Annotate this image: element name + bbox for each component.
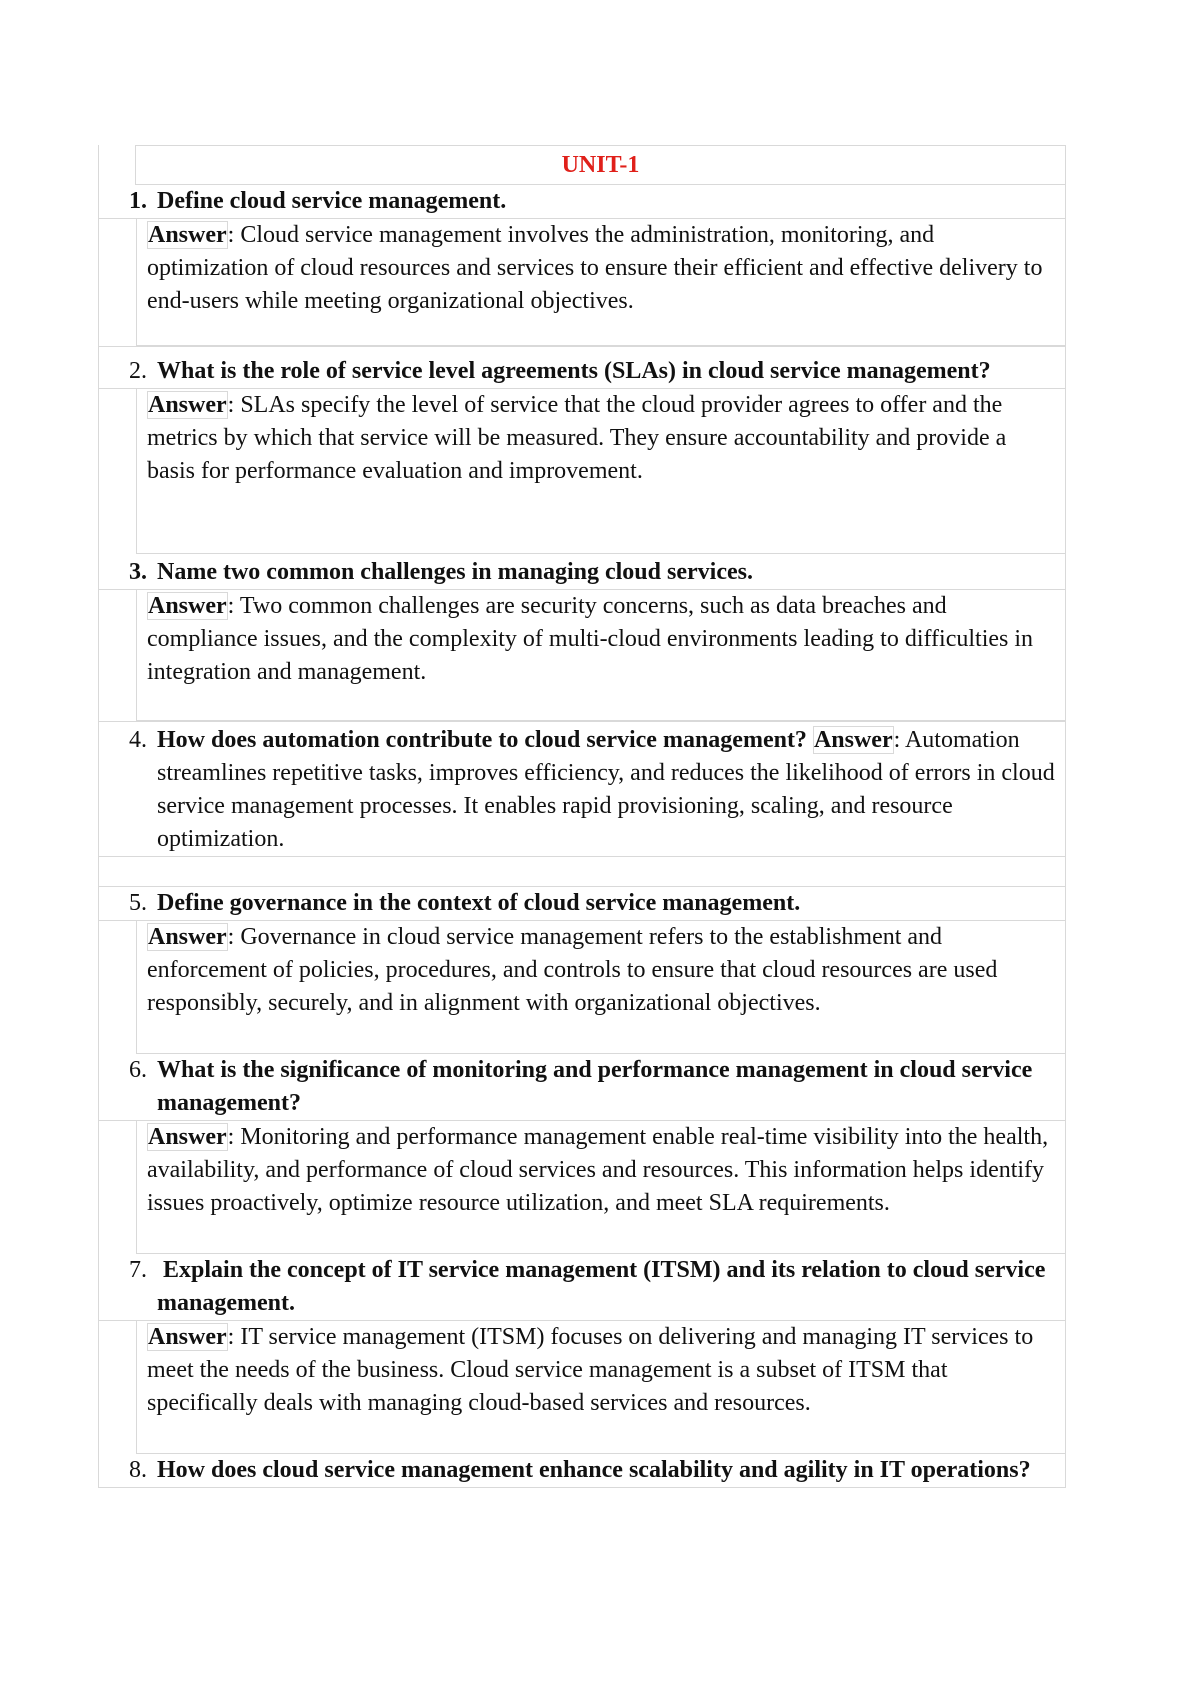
question-block-6 [99,1054,1065,1254]
unit-title: UNIT-1 [561,152,640,178]
question-number: 4. [129,727,147,753]
answer-cell [136,219,1065,346]
answer-label: Answer [148,1324,227,1350]
answer-label: Answer [148,392,227,418]
question-block-1 [99,185,1065,346]
question-row [99,554,1065,590]
question-number: 8. [129,1457,147,1483]
question-row [99,722,1065,856]
question-text: What is the role of service level agreements (SLAs) in cloud service management? [157,358,991,384]
answer-label: Answer [148,1124,227,1150]
answer-label: Answer [148,222,227,248]
answer-cell [136,590,1065,721]
question-line-4 [147,724,1065,856]
answer-cell [136,921,1065,1054]
question-block-4 [99,721,1065,887]
answer-cell [136,1121,1065,1254]
question-row [99,185,1065,219]
question-block-3 [99,554,1065,721]
question-block-8 [99,1454,1065,1488]
answer-label: Answer [813,727,893,753]
question-text: Define governance in the context of cloud service management. [157,890,801,916]
question-row [99,1454,1065,1488]
question-block-7 [99,1254,1065,1454]
question-number: 6. [129,1057,147,1083]
question-row [99,1054,1065,1121]
question-number: 1. [129,188,147,214]
answer-text: : Automation streamlines repetitive tasks, improves efficiency, and reduces the likelihood of errors in cloud service management processes. It enables rapid provisioning, scaling, and resource optimization. [157,727,1055,852]
answer-text: : Governance in cloud service management refers to the establishment and enforcement of policies, procedures, and controls to ensure that cloud resources are used responsibly, securely, and in alignment with organizational objectives. [147,924,998,1016]
question-row [99,347,1065,389]
question-number: 7. [129,1257,147,1283]
question-number: 5. [129,890,147,916]
question-block-2 [99,347,1065,554]
question-text: Define cloud service management. [157,188,507,214]
qa-table [98,145,1066,1488]
question-text: Explain the concept of IT service management (ITSM) and its relation to cloud service management. [157,1257,1052,1316]
row-spacer [99,856,1065,887]
question-row [99,1254,1065,1321]
question-row [99,887,1065,921]
question-number: 3. [129,559,147,585]
question-text: Name two common challenges in managing cloud services. [157,559,753,585]
answer-text: : SLAs specify the level of service that the cloud provider agrees to offer and the metrics by which that service will be measured. They ensure accountability and provide a basis for performance evaluation and improvement. [147,392,1007,484]
answer-text: : Two common challenges are security concerns, such as data breaches and compliance issues, and the complexity of multi-cloud environments leading to difficulties in integration and management. [147,593,1034,685]
answer-label: Answer [148,593,227,619]
answer-cell [136,389,1065,554]
answer-text: : Monitoring and performance management enable real-time visibility into the health, availability, and performance of cloud services and resources. This information helps identify issues proactively, optimize resource utilization, and meet SLA requirements. [147,1124,1049,1216]
question-text: How does cloud service management enhance scalability and agility in IT operations? [157,1457,1031,1483]
answer-text: : IT service management (ITSM) focuses on delivering and managing IT services to meet the needs of the business. Cloud service management is a subset of ITSM that specifically deals with managing cloud-based services and resources. [147,1324,1034,1416]
question-number: 2. [129,358,147,384]
question-text: How does automation contribute to cloud service management? [157,727,807,753]
question-text: What is the significance of monitoring and performance management in cloud service management? [157,1057,1033,1116]
answer-text: : Cloud service management involves the administration, monitoring, and optimization of cloud resources and services to ensure their efficient and effective delivery to end-users while meeting organizational objectives. [147,222,1043,314]
answer-label: Answer [148,924,227,950]
answer-cell [136,1321,1065,1454]
question-block-5 [99,887,1065,1054]
unit-header [135,145,1065,185]
